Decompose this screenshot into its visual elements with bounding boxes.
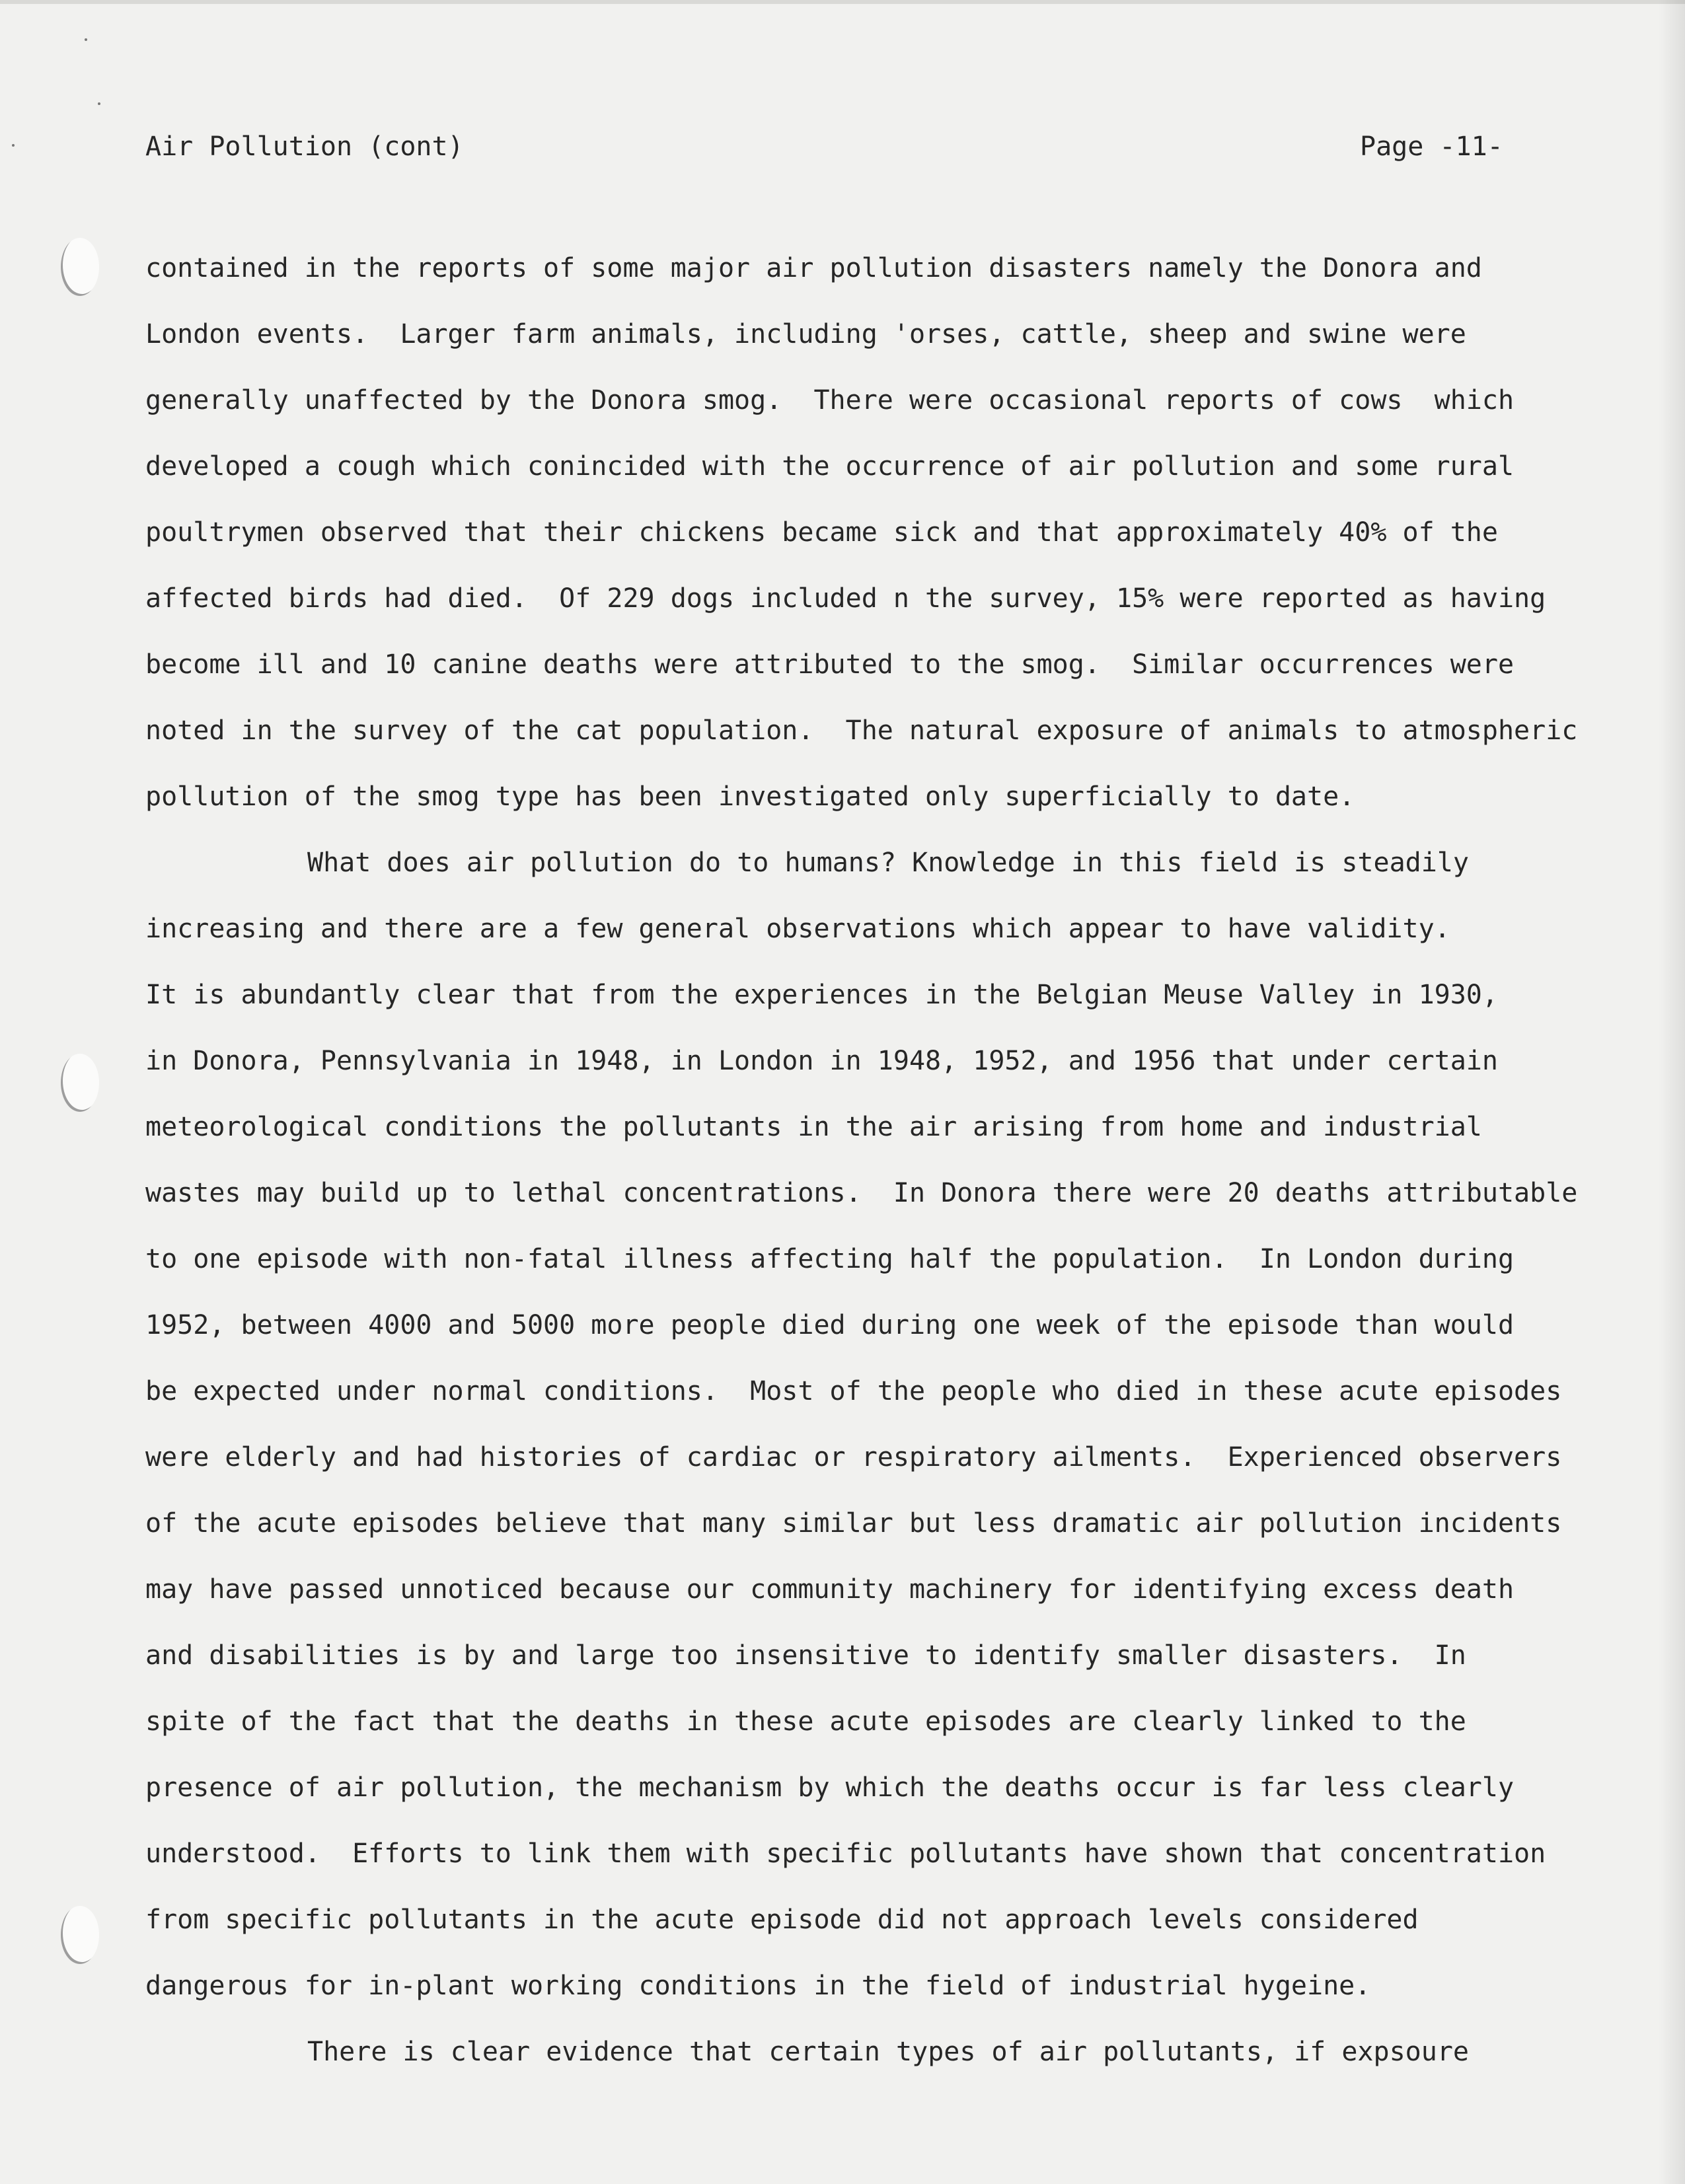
text-line: affected birds had died. Of 229 dogs included n the survey, 15% were reported as having — [145, 583, 1546, 614]
text-line: noted in the survey of the cat population. The natural exposure of animals to atmospheric — [145, 715, 1578, 746]
running-header-title: Air Pollution (cont) — [145, 131, 464, 162]
text-line: presence of air pollution, the mechanism by which the deaths occur is far less clearly — [145, 1772, 1515, 1803]
page-top-edge — [0, 0, 1685, 4]
text-line: in Donora, Pennsylvania in 1948, in London in 1948, 1952, and 1956 that under certain — [145, 1046, 1498, 1076]
text-line: It is abundantly clear that from the experiences in the Belgian Meuse Valley in 1930, — [145, 980, 1498, 1010]
paper-speck — [85, 38, 87, 41]
text-line: poultrymen observed that their chickens became sick and that approximately 40% of the — [145, 517, 1498, 548]
text-line: become ill and 10 canine deaths were attributed to the smog. Similar occurrences were — [145, 649, 1515, 680]
text-line: to one episode with non-fatal illness affecting half the population. In London during — [145, 1244, 1515, 1274]
text-line: of the acute episodes believe that many similar but less dramatic air pollution incidents — [145, 1508, 1562, 1539]
text-line: may have passed unnoticed because our community machinery for identifying excess death — [145, 1574, 1515, 1605]
text-line: London events. Larger farm animals, including 'orses, cattle, sheep and swine were — [145, 319, 1466, 349]
text-line: meteorological conditions the pollutants in the air arising from home and industrial — [145, 1112, 1482, 1142]
punch-hole-middle — [61, 1054, 99, 1112]
text-line: from specific pollutants in the acute episode did not approach levels considered — [145, 1905, 1419, 1935]
text-line: contained in the reports of some major air pollution disasters namely the Donora and — [145, 253, 1482, 283]
text-line: were elderly and had histories of cardiac or respiratory ailments. Experienced observers — [145, 1442, 1562, 1473]
text-line: dangerous for in-plant working conditions in the field of industrial hygeine. — [145, 1971, 1371, 2001]
punch-hole-top — [61, 238, 99, 296]
text-line: increasing and there are a few general observations which appear to have validity. — [145, 914, 1450, 944]
page-number: Page -11- — [1360, 131, 1503, 162]
text-line: pollution of the smog type has been investigated only superficially to date. — [145, 782, 1355, 812]
text-line: generally unaffected by the Donora smog. There were occasional reports of cows which — [145, 385, 1515, 416]
paragraph-start-line: What does air pollution do to humans? Knowledge in this field is steadily — [307, 848, 1469, 878]
text-line: 1952, between 4000 and 5000 more people died during one week of the episode than would — [145, 1310, 1515, 1340]
text-line: spite of the fact that the deaths in these acute episodes are clearly linked to the — [145, 1706, 1466, 1737]
text-line: understood. Efforts to link them with specific pollutants have shown that concentration — [145, 1838, 1546, 1869]
text-line: be expected under normal conditions. Most of the people who died in these acute episodes — [145, 1376, 1562, 1406]
page-right-shadow — [1659, 0, 1685, 2184]
punch-hole-bottom — [61, 1906, 99, 1964]
paper-speck — [12, 144, 15, 147]
text-line: developed a cough which conincided with the occurrence of air pollution and some rural — [145, 451, 1515, 482]
paragraph-start-line: There is clear evidence that certain types of air pollutants, if expsoure — [307, 2037, 1469, 2067]
paper-speck — [98, 102, 100, 105]
body-text — [145, 235, 1626, 2085]
text-line: wastes may build up to lethal concentrations. In Donora there were 20 deaths attributable — [145, 1178, 1578, 1208]
text-line: and disabilities is by and large too insensitive to identify smaller disasters. In — [145, 1640, 1466, 1671]
